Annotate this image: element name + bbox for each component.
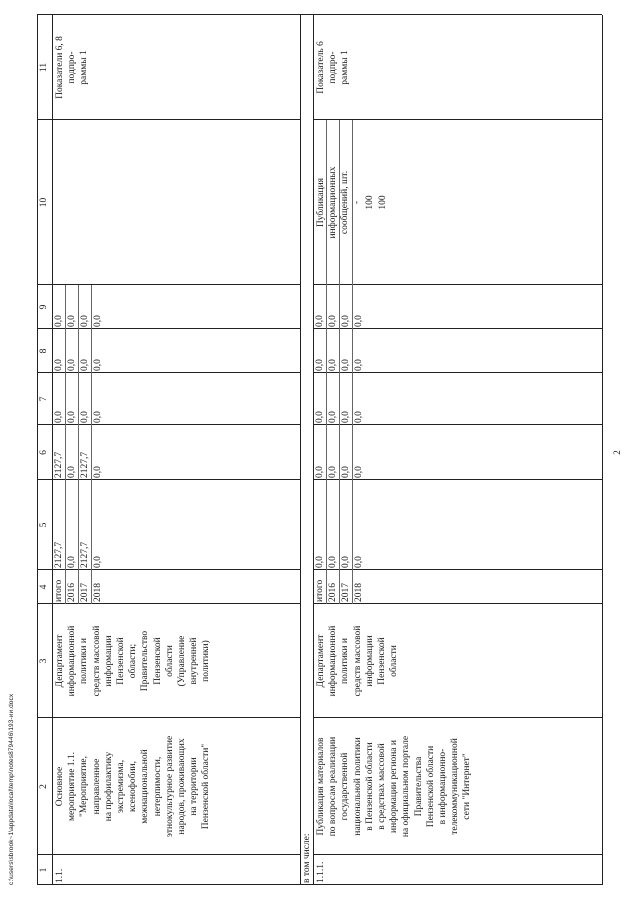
table-border-v [52, 884, 602, 885]
measure-name-line: народов, проживающих [177, 738, 188, 835]
executor-line: политики и [79, 638, 90, 684]
measure-name-line: межнациональной [140, 749, 151, 824]
table-border-v [52, 603, 300, 604]
table-border-v [313, 479, 602, 480]
result-value: 100 [378, 195, 388, 210]
measure-name [315, 720, 474, 853]
value-cell: 0,0 [80, 359, 90, 371]
value-cell: 2127,7 [80, 541, 90, 568]
executor-line: внутренней [189, 637, 200, 685]
table-border-v [52, 14, 602, 15]
value-cell: 0,0 [67, 315, 77, 327]
executor-line: области; [128, 643, 139, 679]
executor [54, 606, 213, 716]
executor-line: области [389, 645, 400, 677]
table-border-v [52, 119, 300, 120]
measure-name-line: направленное [91, 758, 102, 815]
measure-name [54, 720, 213, 853]
executor-line: информационной [328, 625, 339, 697]
table-border-v [52, 284, 300, 285]
value-cell: 0,0 [80, 315, 90, 327]
column-number-header: 11 [39, 62, 49, 73]
table-border-v [313, 717, 602, 718]
value-cell: 0,0 [93, 411, 103, 423]
period-cell: 2016 [328, 583, 338, 602]
indicator-line: раммы 1 [340, 50, 351, 85]
executor-line: Пензенской [116, 637, 127, 685]
measure-name-line: Пензенской области [425, 745, 436, 828]
value-cell: 0,0 [341, 359, 351, 371]
value-cell: 2127,7 [80, 451, 90, 478]
value-cell: 0,0 [315, 411, 325, 423]
indicator-line: раммы 1 [79, 50, 90, 85]
value-cell: 2127,7 [54, 451, 64, 478]
value-cell: 0,0 [354, 315, 364, 327]
measure-name-line: мероприятие 1.1. [67, 751, 78, 822]
measure-name-line: телекоммуникационной [450, 738, 461, 835]
result-value: - [352, 200, 362, 205]
subheader: в том числе: [302, 833, 312, 883]
measure-name-line: на профилактику [103, 751, 114, 822]
value-cell: 0,0 [67, 556, 77, 568]
table-border-v [313, 569, 602, 570]
column-number-header: 7 [39, 396, 49, 402]
result-title [315, 124, 352, 281]
column-number-header: 1 [39, 867, 49, 873]
measure-name-line: информации региона и [389, 740, 400, 833]
indicator-line: подпро- [328, 51, 339, 84]
measure-name-line: сети "Интернет" [462, 753, 473, 820]
result-title-line: Публикация [316, 177, 326, 228]
value-cell: 0,0 [341, 411, 351, 423]
value-cell: 0,0 [67, 466, 77, 478]
executor-line: политики и [340, 638, 351, 684]
value-cell: 0,0 [315, 359, 325, 371]
measure-name-line: нетерпимости, [152, 756, 163, 817]
result-title-line: информационных [328, 166, 339, 239]
table-border-v [52, 328, 300, 329]
table-border-v [52, 424, 300, 425]
result-value: 100 [365, 195, 375, 210]
executor-line: информационной [67, 625, 78, 697]
measure-name-line: на территории [189, 757, 200, 816]
period-cell: итого [54, 579, 64, 602]
value-cell: 0,0 [93, 466, 103, 478]
value-cell: 0,0 [67, 411, 77, 423]
column-number-header: 2 [39, 784, 49, 789]
period-cell: итого [315, 579, 325, 602]
executor-line: средств массовой [91, 625, 102, 697]
value-cell: 0,0 [93, 556, 103, 568]
period-cell: 2017 [341, 583, 351, 602]
value-cell: 0,0 [67, 359, 77, 371]
executor-line: информации [364, 635, 375, 687]
result-title-line: сообщений, шт. [340, 170, 351, 235]
value-cell: 0,0 [341, 466, 351, 478]
executor-line: средств массовой [352, 625, 363, 697]
executor-line: Департамент [55, 634, 65, 688]
measure-name-line: по вопросам реализации [328, 736, 339, 837]
measure-name-line: в информационно- [438, 748, 449, 825]
table-border-v [313, 284, 602, 285]
value-cell: 0,0 [93, 359, 103, 371]
value-cell: 0,0 [80, 411, 90, 423]
measure-name-line: Пензенской области" [201, 743, 212, 830]
measure-name-line: "Мероприятие, [79, 755, 90, 818]
table-border-v [52, 479, 300, 480]
table-border-v [313, 119, 602, 120]
value-cell: 0,0 [315, 315, 325, 327]
value-cell: 0,0 [354, 411, 364, 423]
table-border-v [52, 569, 300, 570]
table-border-v [313, 328, 602, 329]
value-cell: 0,0 [328, 466, 338, 478]
measure-name-line: государственной [340, 752, 351, 821]
executor-line: информации [103, 635, 114, 687]
table-border-h [602, 15, 603, 885]
value-cell: 0,0 [54, 315, 64, 327]
value-cell: 0,0 [328, 556, 338, 568]
row-number: 1.1. [55, 868, 65, 883]
measure-name-line: национальной политики [352, 737, 363, 836]
executor [315, 606, 400, 716]
period-cell: 2016 [67, 583, 77, 602]
value-cell: 0,0 [341, 556, 351, 568]
period-cell: 2017 [80, 583, 90, 602]
value-cell: 0,0 [54, 359, 64, 371]
page-number: 2 [612, 450, 622, 455]
executor-line: (Управление [177, 635, 188, 687]
value-cell: 0,0 [354, 359, 364, 371]
table-border-v [313, 854, 602, 855]
file-path-footer: c:\users\sbrook~1\appdata\local\temp\notes879446\193-ии.docx [8, 693, 15, 885]
table-border-v [313, 424, 602, 425]
table-border-v [313, 603, 602, 604]
column-number-header: 8 [39, 348, 49, 354]
executor-line: Пензенской [377, 637, 388, 685]
executor-line: Департамент [316, 634, 326, 688]
executor-line: области [164, 645, 175, 677]
value-cell: 0,0 [315, 556, 325, 568]
column-number-header: 3 [39, 658, 49, 664]
measure-name-line: в Пензенской области [364, 742, 375, 831]
indicator-line: Показатель 6 [316, 41, 326, 94]
value-cell: 2127,7 [54, 541, 64, 568]
measure-name-line: этнокультурное развитие [164, 735, 175, 838]
column-number-header: 5 [39, 522, 49, 528]
table-border-v [52, 372, 300, 373]
row-number: 1.1.1. [316, 861, 326, 883]
indicators [54, 17, 91, 118]
indicator-line: подпро- [67, 51, 78, 84]
value-cell: 0,0 [315, 466, 325, 478]
period-cell: 2018 [93, 583, 103, 602]
period-cell: 2018 [354, 583, 364, 602]
column-number-header: 10 [39, 197, 49, 208]
executor-line: Пензенской [152, 637, 163, 685]
measure-name-line: Основное [55, 766, 65, 807]
value-cell: 0,0 [328, 359, 338, 371]
measure-name-line: Публикация материалов [316, 737, 326, 836]
measure-name-line: в средствах массовой [377, 743, 388, 830]
executor-line: Правительство [140, 630, 151, 692]
value-cell: 0,0 [328, 411, 338, 423]
measure-name-line: Правительства [413, 756, 424, 817]
value-cell: 0,0 [354, 556, 364, 568]
table-border-v [52, 854, 300, 855]
value-cell: 0,0 [54, 411, 64, 423]
column-number-header: 4 [39, 584, 49, 590]
measure-name-line: ксенофобии, [128, 760, 139, 813]
value-cell: 0,0 [341, 315, 351, 327]
measure-name-line: на официальном портале [401, 735, 412, 838]
table-border-v [313, 372, 602, 373]
table-border-v [52, 717, 300, 718]
indicator-line: Показатели 6, 8 [55, 36, 65, 99]
value-cell: 0,0 [328, 315, 338, 327]
column-number-header: 6 [39, 450, 49, 455]
value-cell: 0,0 [93, 315, 103, 327]
column-number-header: 9 [39, 304, 49, 310]
executor-line: политики) [201, 640, 212, 682]
value-cell: 0,0 [354, 466, 364, 478]
measure-name-line: экстремизма, [116, 759, 127, 814]
indicators [315, 17, 352, 118]
